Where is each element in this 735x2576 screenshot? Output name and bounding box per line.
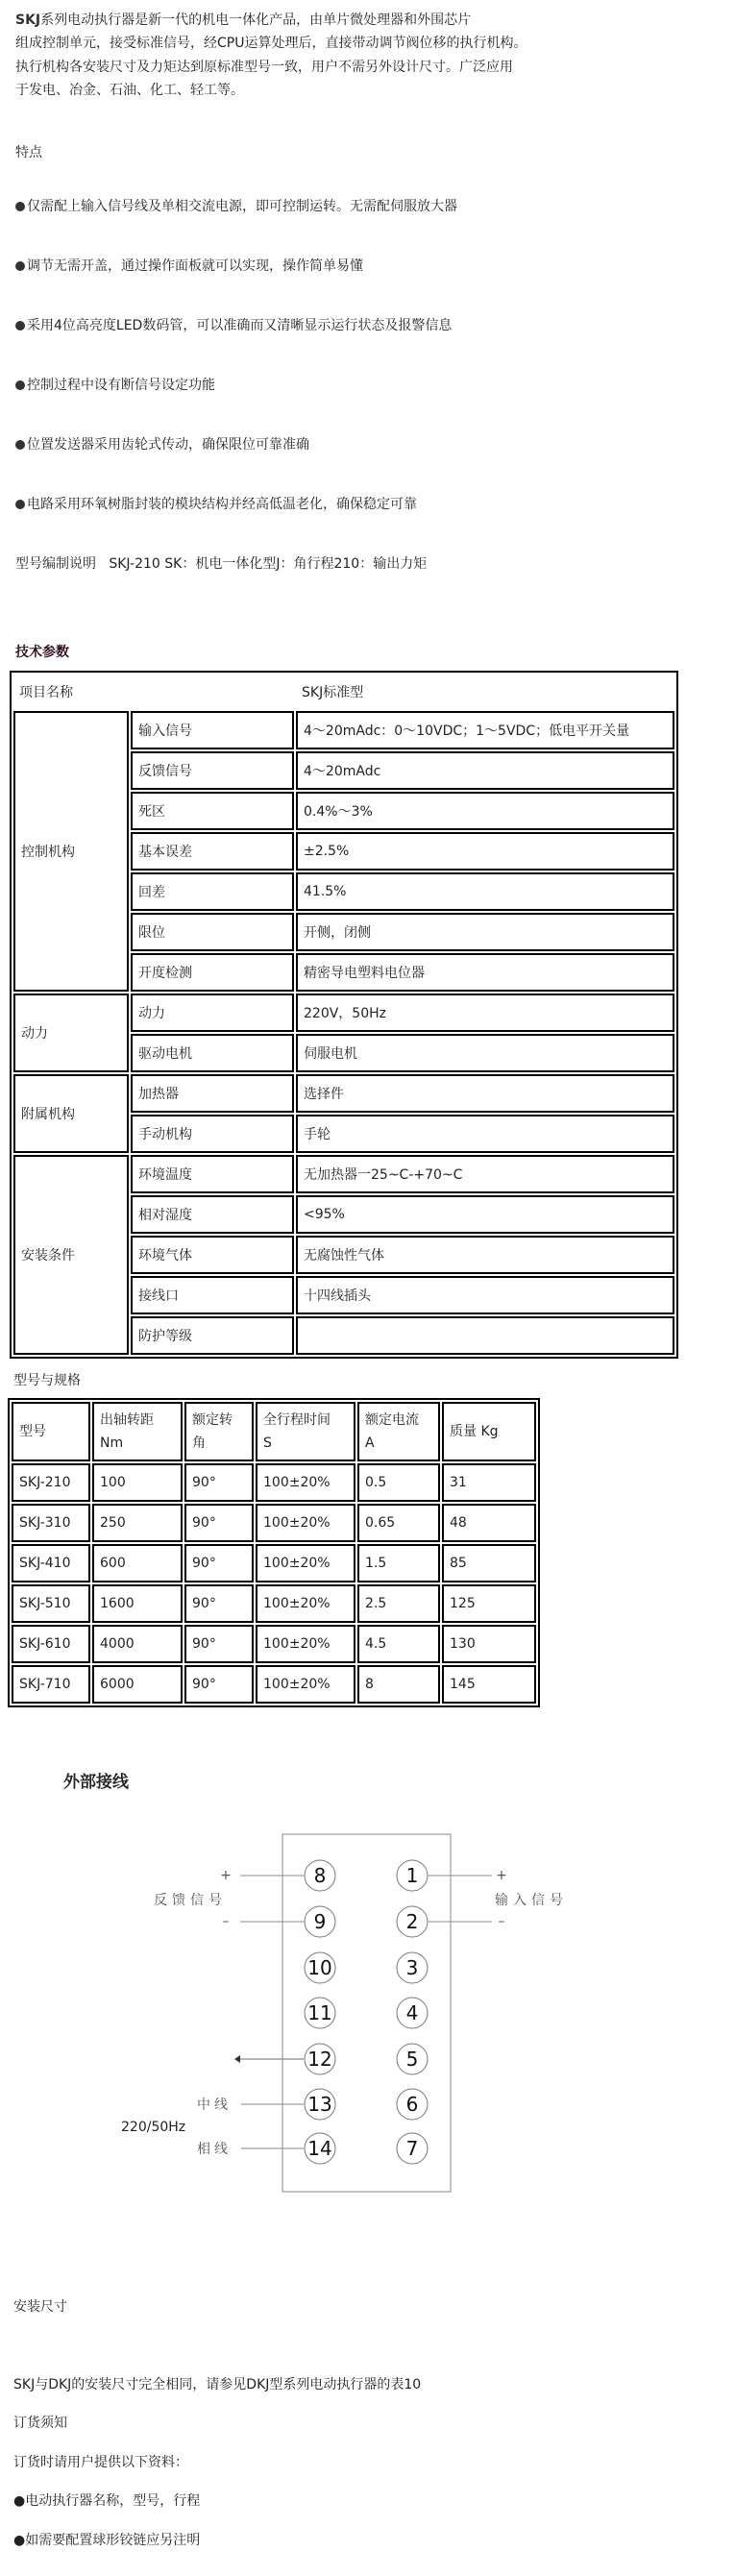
table-row: 开度检测 精密导电塑料电位器 (13, 953, 674, 992)
ordering-item: ●如需要配置球形铰链应另注明 (13, 2533, 201, 2548)
bullet-icon (15, 500, 25, 509)
bullet-icon (15, 202, 25, 211)
column-header: 额定电流 A (357, 1402, 440, 1461)
table-row: 控制机构 输入信号 4～20mAdc：0～10VDC；1～5VDC；低电平开关量 (13, 711, 674, 749)
spec-header-row (13, 675, 674, 709)
feedback-minus: – (222, 1914, 230, 1929)
power-label: 220/50Hz (121, 2120, 186, 2135)
table-row: 基本误差 ±2.5% (13, 832, 674, 871)
table-row: 附属机构 加热器 选择件 (13, 1074, 674, 1113)
left-terminals (305, 1860, 335, 2164)
feature-item: 控制过程中设有断信号设定功能 (15, 375, 215, 394)
bullet-icon (15, 321, 25, 331)
svg-text:1: 1 (405, 1864, 419, 1887)
arrow-icon (234, 2055, 240, 2063)
table-header-row (12, 1402, 536, 1461)
wiring-diagram (0, 1806, 735, 2210)
install-text: SKJ与DKJ的安装尺寸完全相同，请参见DKJ型系列电动执行器的表10 (13, 2377, 422, 2392)
bullet-icon (15, 261, 25, 271)
ordering-title: 订货须知 (13, 2416, 67, 2431)
right-terminals (397, 1860, 428, 2164)
table-row: 安装条件 环境温度 无加热器一25~C-+70~C (13, 1155, 674, 1193)
table-row: SKJ-710 6000 90° 100±20% 8 145 (12, 1665, 536, 1704)
table-row: 相对湿度 <95% (13, 1195, 674, 1234)
table-row: 反馈信号 4～20mAdc (13, 751, 674, 790)
input-label: 输入信号 (495, 1893, 568, 1908)
spec-group: 动力 (13, 994, 129, 1072)
column-header: 型号 (12, 1402, 90, 1461)
table-row: SKJ-410 600 90° 100±20% 1.5 85 (12, 1544, 536, 1582)
table-row: 死区 0.4%～3% (13, 792, 674, 830)
table-row: SKJ-510 1600 90° 100±20% 2.5 125 (12, 1584, 536, 1623)
feature-item: 调节无需开盖，通过操作面板就可以实现，操作简单易懂 (15, 256, 363, 275)
svg-text:14: 14 (307, 2137, 332, 2160)
table-row: 防护等级 (13, 1316, 674, 1355)
spec-group: 附属机构 (13, 1074, 129, 1153)
table-row: 环境气体 无腐蚀性气体 (13, 1236, 674, 1274)
feedback-plus: + (220, 1868, 232, 1883)
table-row: SKJ-610 4000 90° 100±20% 4.5 130 (12, 1625, 536, 1663)
table-row: SKJ-210 100 90° 100±20% 0.5 31 (12, 1463, 536, 1502)
column-header: 额定转 角 (184, 1402, 254, 1461)
feature-item: 仅需配上输入信号线及单相交流电源，即可控制运转。无需配伺服放大器 (15, 196, 457, 215)
phase-label: 相线 (197, 2142, 232, 2157)
svg-text:2: 2 (405, 1910, 419, 1933)
svg-text:13: 13 (307, 2093, 332, 2116)
table-row: 手动机构 手轮 (13, 1115, 674, 1153)
input-plus: + (496, 1868, 507, 1883)
spec-group: 安装条件 (13, 1155, 129, 1355)
table-row: SKJ-310 250 90° 100±20% 0.65 48 (12, 1504, 536, 1542)
bullet-icon (15, 380, 25, 390)
intro-line-2: 组成控制单元，接受标准信号，经CPU运算处理后，直接带动调节阀位移的执行机构。 (15, 36, 527, 51)
svg-text:7: 7 (405, 2137, 419, 2160)
svg-text:6: 6 (405, 2093, 419, 2116)
table-row: 接线口 十四线插头 (13, 1276, 674, 1314)
table-row: 驱动电机 伺服电机 (13, 1034, 674, 1072)
column-header: 全行程时间 S (256, 1402, 355, 1461)
svg-text:10: 10 (307, 1956, 332, 1979)
svg-text:5: 5 (405, 2048, 419, 2071)
spec-table-title: 技术参数 (15, 645, 69, 660)
install-title: 安装尺寸 (13, 2299, 67, 2315)
input-minus: – (498, 1914, 505, 1929)
svg-text:12: 12 (307, 2048, 332, 2071)
table-row: 限位 开侧，闭侧 (13, 913, 674, 951)
svg-text:11: 11 (307, 2001, 332, 2024)
svg-text:4: 4 (405, 2001, 419, 2024)
features-title: 特点 (15, 145, 42, 160)
intro-line-1: SKJ系列电动执行器是新一代的机电一体化产品，由单片微处理器和外围芯片 (15, 12, 472, 28)
model-code-line: 型号编制说明 SKJ-210 SK：机电一体化型J：角行程210：输出力矩 (15, 556, 428, 572)
feature-item: 采用4位高亮度LED数码管，可以准确而又清晰显示运行状态及报警信息 (15, 315, 452, 334)
column-header: 出轴转距 Nm (92, 1402, 183, 1461)
table-row: 回差 41.5% (13, 872, 674, 911)
svg-text:9: 9 (313, 1910, 327, 1933)
intro-line-3: 执行机构各安装尺寸及力矩达到原标准型号一致，用户不需另外设计尺寸。广泛应用 (15, 60, 513, 75)
neutral-label: 中线 (197, 2098, 232, 2113)
ordering-intro: 订货时请用户提供以下资料： (13, 2455, 188, 2470)
spec-table (10, 671, 678, 1359)
column-header: 质量 Kg (442, 1402, 536, 1461)
feature-item: 位置发送器采用齿轮式传动，确保限位可靠准确 (15, 434, 309, 454)
wiring-title: 外部接线 (63, 1773, 129, 1792)
model-table-title: 型号与规格 (13, 1373, 81, 1388)
spec-group: 控制机构 (13, 711, 129, 992)
table-row: 动力 动力 220V，50Hz (13, 994, 674, 1032)
feedback-label: 反馈信号 (154, 1893, 227, 1908)
spec-header-value: SKJ标准型 (302, 685, 364, 700)
brand-name: SKJ (15, 12, 41, 28)
feature-item: 电路采用环氧树脂封装的模块结构并经高低温老化，确保稳定可靠 (15, 494, 417, 513)
svg-text:8: 8 (313, 1864, 327, 1887)
ordering-item: ●电动执行器名称，型号，行程 (13, 2493, 201, 2509)
bullet-icon (15, 440, 25, 450)
svg-text:3: 3 (405, 1956, 419, 1979)
intro-line-4: 于发电、冶金、石油、化工、轻工等。 (15, 83, 244, 98)
spec-header-label: 项目名称 (19, 685, 73, 700)
model-table (8, 1398, 540, 1707)
